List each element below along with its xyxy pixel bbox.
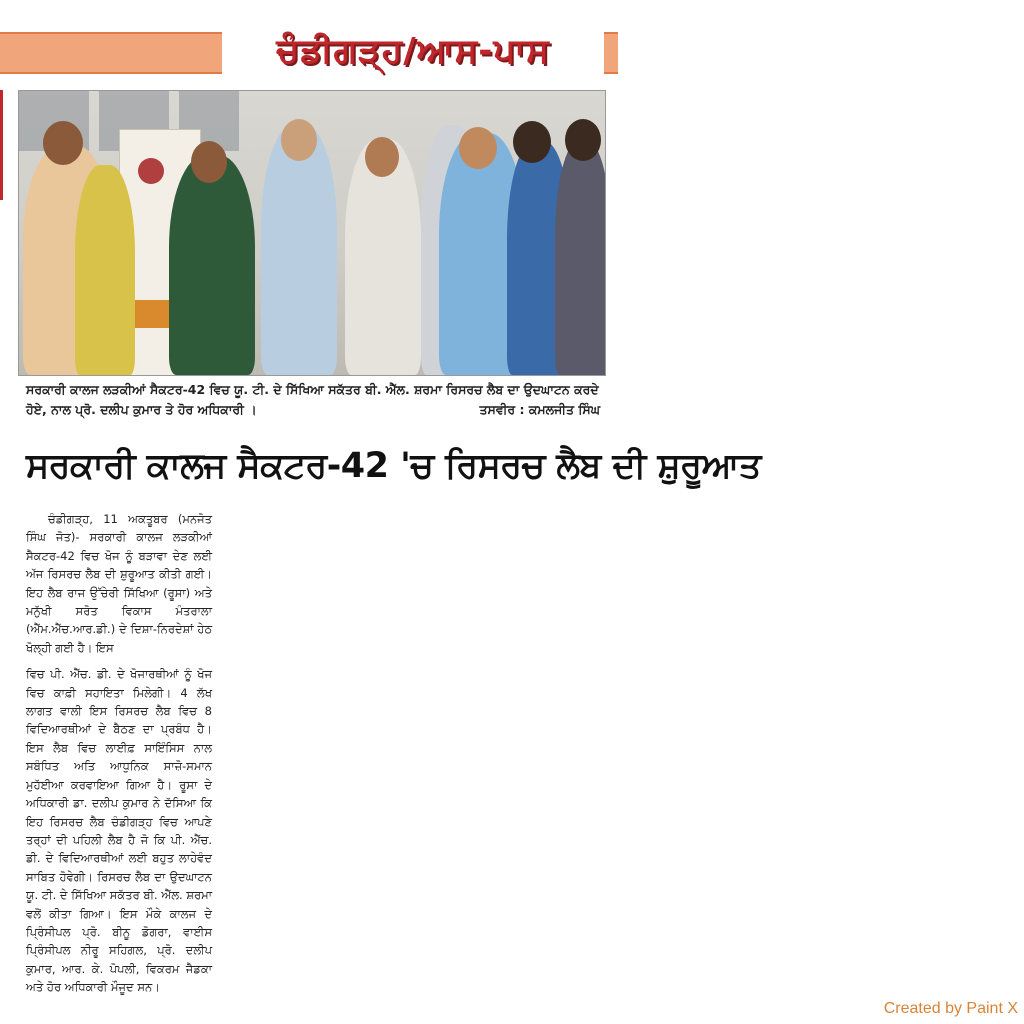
person-head [365, 137, 399, 177]
column-edge-mark [0, 90, 3, 200]
person-figure [555, 141, 606, 375]
news-photo [18, 90, 606, 376]
person-figure [261, 125, 337, 375]
person-head [43, 121, 83, 165]
article-paragraph: ਵਿਚ ਪੀ. ਐੱਚ. ਡੀ. ਦੇ ਖੋਜਾਰਥੀਆਂ ਨੂੰ ਖੋਜ ਵਿਚ ਕਾਫ਼ੀ ਸਹਾਇਤਾ ਮਿਲੇਗੀ। 4 ਲੱਖ ਲਾਗਤ ਵਾਲੀ ਇਸ ਰਿਸਰਚ ਲੈਬ ਵਿਚ 8 ਵਿਦਿਆਰਥੀਆਂ ਦੇ ਬੈਠਣ ਦਾ ਪ੍ਰਬੰਧ ਹੈ। ਇਸ ਲੈਬ ਵਿਚ ਲਾਈਫ਼ ਸਾਇੰਸਿਸ ਨਾਲ ਸਬੰਧਿਤ ਅਤਿ ਆਧੁਨਿਕ ਸਾਜ਼ੋ-ਸਮਾਨ ਮੁਹੱਈਆ ਕਰਵਾਇਆ ਗਿਆ ਹੈ। ਰੂਸਾ ਦੇ ਅਧਿਕਾਰੀ ਡਾ. ਦਲੀਪ ਕੁਮਾਰ ਨੇ ਦੱਸਿਆ ਕਿ ਇਹ ਰਿਸਰਚ ਲੈਬ ਚੰਡੀਗੜ੍ਹ ਵਿਚ ਆਪਣੇ ਤਰ੍ਹਾਂ ਦੀ ਪਹਿਲੀ ਲੈਬ ਹੈ ਜੋ ਕਿ ਪੀ. ਐੱਚ. ਡੀ. ਦੇ ਵਿਦਿਆਰਥੀਆਂ ਲਈ ਬਹੁਤ ਲਾਹੇਵੰਦ ਸਾਬਿਤ ਹੋਵੇਗੀ। ਰਿਸਰਚ ਲੈਬ ਦਾ ਉਦਘਾਟਨ ਯੂ. ਟੀ. ਦੇ ਸਿੱਖਿਆ ਸਕੱਤਰ ਬੀ. ਐੱਲ. ਸ਼ਰਮਾ ਵਲੋਂ ਕੀਤਾ ਗਿਆ। ਇਸ ਮੌਕੇ ਕਾਲਜ ਦੇ ਪ੍ਰਿੰਸੀਪਲ ਪ੍ਰੋ. ਬੀਨੂ ਡੋਗਰਾ, ਵਾਈਸ ਪ੍ਰਿੰਸੀਪਲ ਨੀਰੂ ਸਹਿਗਲ, ਪ੍ਰੋ. ਦਲੀਪ ਕੁਮਾਰ, ਆਰ. ਕੇ. ਪੋਪਲੀ, ਵਿਕਰਮ ਜੈਡਕਾ ਅਤੇ ਹੋਰ ਅਧਿਕਾਰੀ ਮੌਜੂਦ ਸਨ। [26, 667, 212, 995]
section-band-left [0, 32, 222, 74]
watermark: Created by Paint X [883, 1000, 1018, 1017]
person-head [513, 121, 551, 163]
photo-caption [26, 380, 610, 420]
person-figure [169, 155, 255, 375]
person-head [565, 119, 601, 161]
person-head [281, 119, 317, 161]
college-logo-icon [138, 158, 164, 184]
caption-text: ਸਰਕਾਰੀ ਕਾਲਜ ਲੜਕੀਆਂ ਸੈਕਟਰ-42 ਵਿਚ ਯੂ. ਟੀ. ਦੇ ਸਿੱਖਿਆ ਸਕੱਤਰ ਬੀ. ਐੱਲ. ਸ਼ਰਮਾ ਰਿਸਰਚ ਲੈਬ ਦਾ ਉਦਘਾਟਨ ਕਰਦੇ ਹੋਏ, ਨਾਲ ਪ੍ਰੋ. ਦਲੀਪ ਕੁਮਾਰ ਤੇ ਹੋਰ ਅਧਿਕਾਰੀ । [26, 382, 599, 417]
section-band-right [604, 32, 618, 74]
article-body [26, 510, 212, 1005]
person-head [459, 127, 497, 169]
photo-credit: ਤਸਵੀਰ : ਕਮਲਜੀਤ ਸਿੰਘ [479, 402, 600, 417]
section-title: ਚੰਡੀਗੜ੍ਹ/ਆਸ-ਪਾਸ [276, 31, 550, 71]
article-headline: ਸਰਕਾਰੀ ਕਾਲਜ ਸੈਕਟਰ-42 'ਚ ਰਿਸਰਚ ਲੈਬ ਦੀ ਸ਼ੁਰੂਆਤ [26, 446, 761, 486]
person-head [191, 141, 227, 183]
person-figure [75, 165, 135, 375]
article-paragraph: ਚੰਡੀਗੜ੍ਹ, 11 ਅਕਤੂਬਰ (ਮਨਜੋਤ ਸਿੰਘ ਜੋਤ)- ਸਰਕਾਰੀ ਕਾਲਜ ਲੜਕੀਆਂ ਸੈਕਟਰ-42 ਵਿਚ ਖੋਜ ਨੂੰ ਬੜਾਵਾ ਦੇਣ ਲਈ ਅੱਜ ਰਿਸਰਚ ਲੈਬ ਦੀ ਸ਼ੁਰੂਆਤ ਕੀਤੀ ਗਈ। ਇਹ ਲੈਬ ਰਾਜ ਉੱਚੇਰੀ ਸਿੱਖਿਆ (ਰੂਸਾ) ਅਤੇ ਮਨੁੱਖੀ ਸਰੋਤ ਵਿਕਾਸ ਮੰਤਰਾਲਾ (ਐੱਮ.ਐੱਚ.ਆਰ.ਡੀ.) ਦੇ ਦਿਸ਼ਾ-ਨਿਰਦੇਸ਼ਾਂ ਹੇਠ ਖੋਲ੍ਹੀ ਗਈ ਹੈ। ਇਸ [26, 512, 212, 655]
